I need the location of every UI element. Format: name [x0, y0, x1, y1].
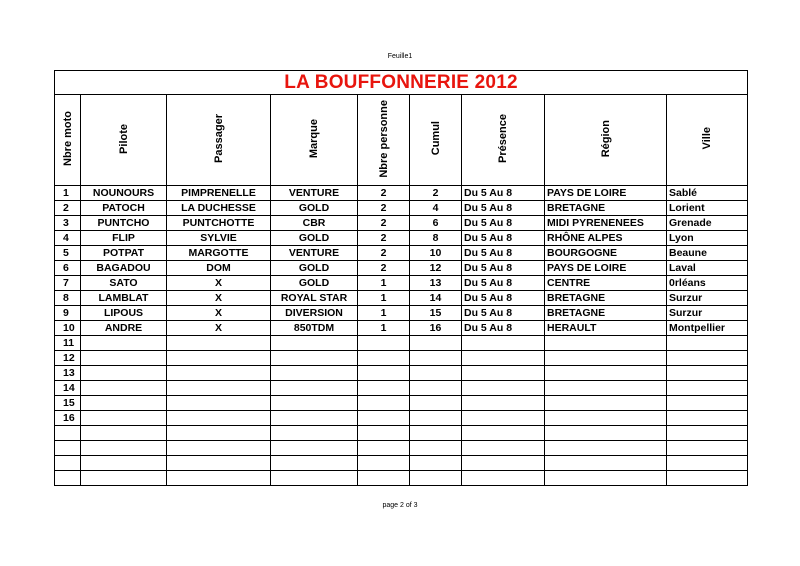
- cell-ville: 0rléans: [667, 276, 748, 291]
- header-pilote: Pilote: [81, 95, 167, 186]
- table-row: [55, 441, 748, 456]
- table-row: [55, 231, 748, 246]
- cell-cumul: 4: [410, 201, 462, 216]
- cell-marque: [271, 441, 358, 456]
- cell-ville: [667, 351, 748, 366]
- cell-region: [545, 366, 667, 381]
- cell-presence: Du 5 Au 8: [462, 246, 545, 261]
- table-row: [55, 261, 748, 276]
- cell-cumul: [410, 336, 462, 351]
- cell-marque: DIVERSION: [271, 306, 358, 321]
- cell-nbre-moto: [55, 456, 81, 471]
- cell-pilote: [81, 396, 167, 411]
- cell-presence: [462, 426, 545, 441]
- cell-region: HERAULT: [545, 321, 667, 336]
- cell-marque: [271, 366, 358, 381]
- cell-region: [545, 411, 667, 426]
- cell-passager: [167, 471, 271, 486]
- cell-nbre-moto: 4: [55, 231, 81, 246]
- cell-nbre-personne: [358, 351, 410, 366]
- cell-marque: GOLD: [271, 261, 358, 276]
- cell-nbre-personne: [358, 366, 410, 381]
- cell-nbre-personne: [358, 456, 410, 471]
- cell-cumul: [410, 351, 462, 366]
- cell-nbre-moto: [55, 471, 81, 486]
- cell-ville: [667, 426, 748, 441]
- cell-pilote: [81, 411, 167, 426]
- cell-cumul: 12: [410, 261, 462, 276]
- cell-cumul: 16: [410, 321, 462, 336]
- cell-nbre-moto: 6: [55, 261, 81, 276]
- header-marque: Marque: [271, 95, 358, 186]
- header-ville: Ville: [667, 95, 748, 186]
- cell-pilote: [81, 471, 167, 486]
- cell-ville: Laval: [667, 261, 748, 276]
- cell-passager: [167, 366, 271, 381]
- header-nbre-personne: Nbre personne: [358, 95, 410, 186]
- cell-nbre-personne: [358, 441, 410, 456]
- cell-cumul: 13: [410, 276, 462, 291]
- cell-region: [545, 426, 667, 441]
- cell-cumul: [410, 456, 462, 471]
- cell-pilote: ANDRE: [81, 321, 167, 336]
- cell-ville: Sablé: [667, 186, 748, 201]
- cell-presence: Du 5 Au 8: [462, 276, 545, 291]
- sheet-name: Feuille1: [387, 53, 413, 60]
- cell-nbre-moto: 10: [55, 321, 81, 336]
- cell-presence: Du 5 Au 8: [462, 321, 545, 336]
- cell-presence: [462, 441, 545, 456]
- table-row: [55, 456, 748, 471]
- cell-cumul: [410, 366, 462, 381]
- cell-pilote: POTPAT: [81, 246, 167, 261]
- cell-region: CENTRE: [545, 276, 667, 291]
- cell-nbre-moto: [55, 441, 81, 456]
- cell-marque: [271, 426, 358, 441]
- cell-cumul: 6: [410, 216, 462, 231]
- cell-passager: [167, 456, 271, 471]
- cell-presence: Du 5 Au 8: [462, 291, 545, 306]
- cell-marque: [271, 396, 358, 411]
- header-nbre-moto: Nbre moto: [55, 95, 81, 186]
- table-row: [55, 411, 748, 426]
- cell-marque: VENTURE: [271, 186, 358, 201]
- cell-region: BOURGOGNE: [545, 246, 667, 261]
- cell-cumul: [410, 441, 462, 456]
- cell-cumul: [410, 426, 462, 441]
- header-presence: Présence: [462, 95, 545, 186]
- header-row: [55, 95, 748, 186]
- cell-presence: [462, 456, 545, 471]
- cell-nbre-moto: 8: [55, 291, 81, 306]
- page-number: page 2 of 3: [382, 502, 418, 509]
- cell-presence: [462, 381, 545, 396]
- cell-nbre-personne: 2: [358, 261, 410, 276]
- cell-cumul: 8: [410, 231, 462, 246]
- cell-cumul: 14: [410, 291, 462, 306]
- cell-ville: Surzur: [667, 306, 748, 321]
- cell-region: BRETAGNE: [545, 306, 667, 321]
- cell-region: [545, 351, 667, 366]
- cell-region: PAYS DE LOIRE: [545, 261, 667, 276]
- cell-region: [545, 336, 667, 351]
- table-row: [55, 471, 748, 486]
- cell-presence: [462, 471, 545, 486]
- table-row: [55, 246, 748, 261]
- cell-passager: [167, 336, 271, 351]
- cell-pilote: PATOCH: [81, 201, 167, 216]
- cell-nbre-personne: 1: [358, 291, 410, 306]
- cell-nbre-moto: 14: [55, 381, 81, 396]
- cell-nbre-moto: 11: [55, 336, 81, 351]
- cell-presence: Du 5 Au 8: [462, 201, 545, 216]
- table-row: [55, 381, 748, 396]
- table-row: [55, 426, 748, 441]
- cell-passager: X: [167, 276, 271, 291]
- cell-ville: Montpellier: [667, 321, 748, 336]
- cell-cumul: [410, 471, 462, 486]
- cell-passager: DOM: [167, 261, 271, 276]
- cell-ville: [667, 336, 748, 351]
- cell-presence: Du 5 Au 8: [462, 231, 545, 246]
- table-row: [55, 321, 748, 336]
- cell-pilote: [81, 351, 167, 366]
- cell-nbre-moto: 9: [55, 306, 81, 321]
- cell-nbre-personne: 2: [358, 201, 410, 216]
- cell-cumul: 2: [410, 186, 462, 201]
- cell-cumul: 10: [410, 246, 462, 261]
- cell-passager: [167, 396, 271, 411]
- cell-ville: [667, 366, 748, 381]
- cell-cumul: [410, 381, 462, 396]
- cell-presence: Du 5 Au 8: [462, 216, 545, 231]
- cell-marque: GOLD: [271, 276, 358, 291]
- cell-ville: [667, 471, 748, 486]
- cell-passager: [167, 381, 271, 396]
- cell-passager: X: [167, 306, 271, 321]
- cell-passager: [167, 351, 271, 366]
- cell-nbre-moto: [55, 426, 81, 441]
- cell-pilote: FLIP: [81, 231, 167, 246]
- table-row: [55, 276, 748, 291]
- cell-nbre-moto: 13: [55, 366, 81, 381]
- cell-region: [545, 456, 667, 471]
- cell-nbre-personne: 2: [358, 186, 410, 201]
- cell-passager: X: [167, 321, 271, 336]
- cell-region: [545, 441, 667, 456]
- cell-nbre-personne: 1: [358, 321, 410, 336]
- table-row: [55, 201, 748, 216]
- cell-nbre-moto: 16: [55, 411, 81, 426]
- cell-region: [545, 381, 667, 396]
- cell-nbre-personne: [358, 471, 410, 486]
- cell-marque: [271, 381, 358, 396]
- cell-region: BRETAGNE: [545, 291, 667, 306]
- cell-cumul: 15: [410, 306, 462, 321]
- cell-presence: [462, 396, 545, 411]
- participants-table: [54, 70, 748, 486]
- cell-nbre-moto: 12: [55, 351, 81, 366]
- cell-cumul: [410, 411, 462, 426]
- cell-passager: [167, 411, 271, 426]
- cell-region: [545, 471, 667, 486]
- cell-region: PAYS DE LOIRE: [545, 186, 667, 201]
- cell-passager: [167, 441, 271, 456]
- cell-presence: Du 5 Au 8: [462, 306, 545, 321]
- cell-nbre-moto: 2: [55, 201, 81, 216]
- page-title: LA BOUFFONNERIE 2012: [55, 71, 748, 95]
- cell-ville: Lyon: [667, 231, 748, 246]
- cell-marque: VENTURE: [271, 246, 358, 261]
- table-row: [55, 291, 748, 306]
- cell-pilote: SATO: [81, 276, 167, 291]
- cell-nbre-personne: [358, 336, 410, 351]
- cell-presence: [462, 366, 545, 381]
- cell-pilote: [81, 426, 167, 441]
- cell-region: MIDI PYRENENEES: [545, 216, 667, 231]
- cell-presence: [462, 411, 545, 426]
- cell-presence: Du 5 Au 8: [462, 186, 545, 201]
- cell-nbre-moto: 1: [55, 186, 81, 201]
- cell-nbre-personne: 2: [358, 216, 410, 231]
- cell-ville: Grenade: [667, 216, 748, 231]
- cell-ville: [667, 381, 748, 396]
- table-row: [55, 351, 748, 366]
- cell-nbre-personne: 1: [358, 276, 410, 291]
- cell-pilote: PUNTCHO: [81, 216, 167, 231]
- cell-marque: GOLD: [271, 231, 358, 246]
- cell-nbre-personne: [358, 381, 410, 396]
- cell-region: BRETAGNE: [545, 201, 667, 216]
- cell-nbre-moto: 15: [55, 396, 81, 411]
- cell-passager: MARGOTTE: [167, 246, 271, 261]
- cell-passager: PIMPRENELLE: [167, 186, 271, 201]
- cell-pilote: LAMBLAT: [81, 291, 167, 306]
- table-row: [55, 186, 748, 201]
- cell-pilote: [81, 366, 167, 381]
- cell-passager: PUNTCHOTTE: [167, 216, 271, 231]
- cell-presence: Du 5 Au 8: [462, 261, 545, 276]
- cell-ville: [667, 396, 748, 411]
- table-row: [55, 336, 748, 351]
- table-row: [55, 396, 748, 411]
- cell-marque: [271, 456, 358, 471]
- cell-marque: [271, 336, 358, 351]
- cell-cumul: [410, 396, 462, 411]
- cell-marque: [271, 411, 358, 426]
- cell-ville: Beaune: [667, 246, 748, 261]
- cell-marque: GOLD: [271, 201, 358, 216]
- cell-ville: Lorient: [667, 201, 748, 216]
- cell-region: [545, 396, 667, 411]
- cell-pilote: BAGADOU: [81, 261, 167, 276]
- cell-nbre-moto: 5: [55, 246, 81, 261]
- cell-marque: CBR: [271, 216, 358, 231]
- cell-passager: LA DUCHESSE: [167, 201, 271, 216]
- cell-pilote: NOUNOURS: [81, 186, 167, 201]
- table-row: [55, 216, 748, 231]
- cell-presence: [462, 351, 545, 366]
- cell-nbre-moto: 7: [55, 276, 81, 291]
- cell-nbre-personne: 1: [358, 306, 410, 321]
- cell-presence: [462, 336, 545, 351]
- cell-nbre-personne: [358, 426, 410, 441]
- cell-passager: [167, 426, 271, 441]
- cell-passager: SYLVIE: [167, 231, 271, 246]
- table-row: [55, 366, 748, 381]
- table-row: [55, 306, 748, 321]
- cell-passager: X: [167, 291, 271, 306]
- cell-ville: [667, 411, 748, 426]
- cell-nbre-moto: 3: [55, 216, 81, 231]
- cell-nbre-personne: 2: [358, 231, 410, 246]
- cell-region: RHÔNE ALPES: [545, 231, 667, 246]
- cell-pilote: [81, 381, 167, 396]
- cell-marque: 850TDM: [271, 321, 358, 336]
- cell-nbre-personne: [358, 396, 410, 411]
- cell-ville: Surzur: [667, 291, 748, 306]
- cell-pilote: [81, 456, 167, 471]
- cell-marque: [271, 471, 358, 486]
- cell-pilote: [81, 441, 167, 456]
- header-region: Région: [545, 95, 667, 186]
- cell-nbre-personne: [358, 411, 410, 426]
- cell-nbre-personne: 2: [358, 246, 410, 261]
- cell-marque: ROYAL STAR: [271, 291, 358, 306]
- header-passager: Passager: [167, 95, 271, 186]
- cell-pilote: [81, 336, 167, 351]
- header-cumul: Cumul: [410, 95, 462, 186]
- cell-ville: [667, 441, 748, 456]
- cell-pilote: LIPOUS: [81, 306, 167, 321]
- cell-ville: [667, 456, 748, 471]
- cell-marque: [271, 351, 358, 366]
